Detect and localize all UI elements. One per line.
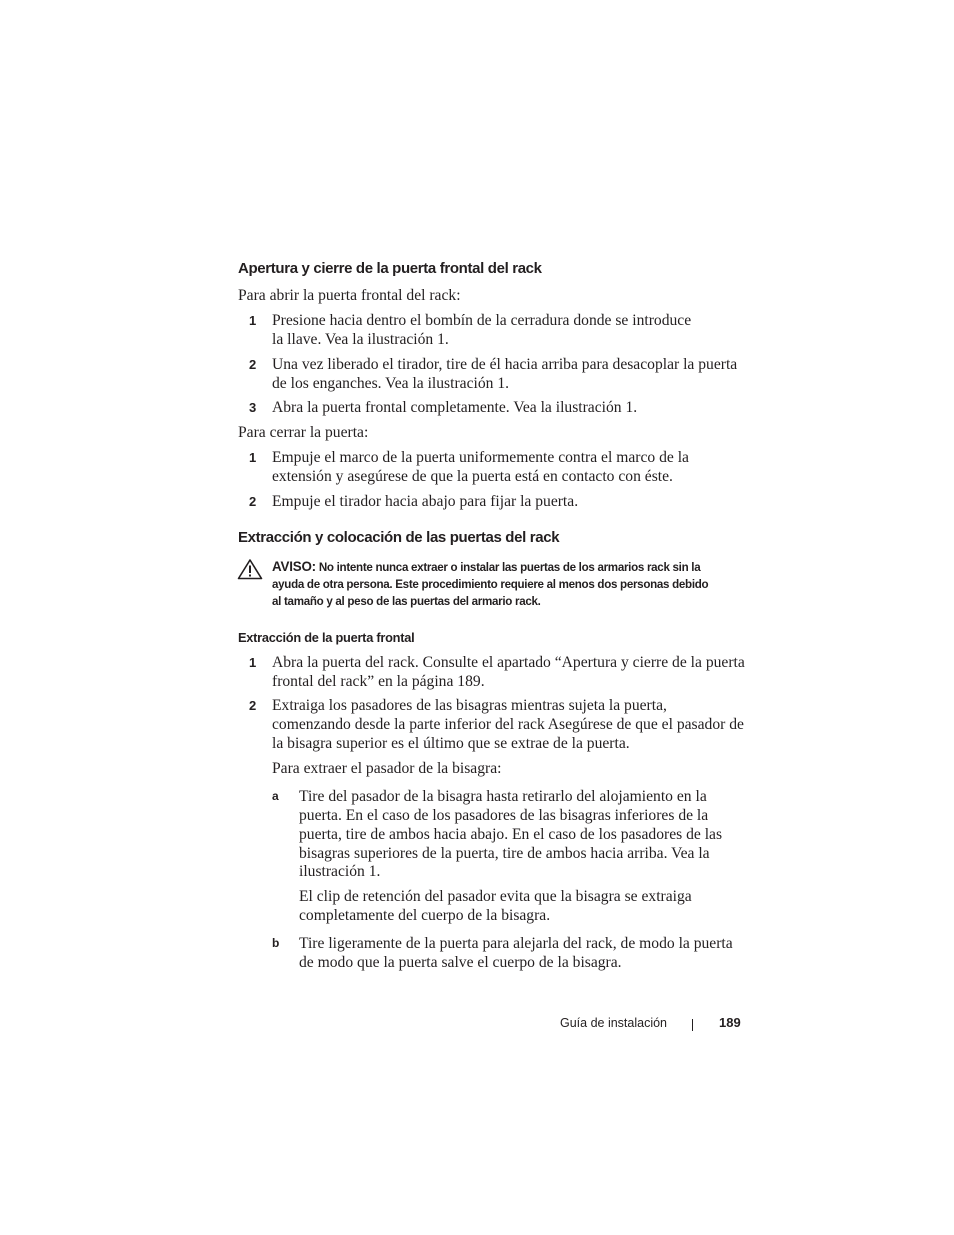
hinge-intro: Para extraer el pasador de la bisagra: bbox=[272, 760, 502, 777]
step-text-line: Abra la puerta frontal completamente. Vea la ilustración 1. bbox=[272, 399, 638, 416]
warning-icon bbox=[237, 558, 263, 580]
substep-note-line: El clip de retención del pasador evita que la bisagra se extraiga bbox=[299, 888, 692, 905]
step-number: 2 bbox=[249, 357, 257, 372]
substep-letter: a bbox=[272, 789, 279, 803]
substep-text-line: puerta. En el caso de los pasadores de las bisagras inferiores de la bbox=[299, 807, 709, 824]
notice-text: No intente nunca extraer o instalar las puertas de los armarios rack sin la bbox=[318, 561, 701, 574]
substep-text-line: de modo que la puerta salve el cuerpo de la bisagra. bbox=[299, 954, 622, 971]
step-text-line: Empuje el tirador hacia abajo para fijar la puerta. bbox=[272, 493, 579, 510]
substep-text-line: ilustración 1. bbox=[299, 863, 381, 880]
substep-letter: b bbox=[272, 936, 280, 950]
step-text-line: Presione hacia dentro el bombín de la cerradura donde se introduce bbox=[272, 312, 692, 329]
page-number: 189 bbox=[719, 1015, 741, 1030]
step-text-line: la bisagra superior es el último que se extrae de la puerta. bbox=[272, 735, 630, 752]
step-text-line: de los enganches. Vea la ilustración 1. bbox=[272, 375, 510, 392]
substep-note-line: completamente del cuerpo de la bisagra. bbox=[299, 907, 551, 924]
step-number: 2 bbox=[249, 494, 257, 509]
substep-text-line: Tire del pasador de la bisagra hasta retirarlo del alojamiento en la bbox=[299, 788, 707, 805]
step-text-line: la llave. Vea la ilustración 1. bbox=[272, 331, 449, 348]
substep-text-line: bisagras superiores de la puerta, tire de ambos hacia arriba. Vea la bbox=[299, 845, 710, 862]
step-text-line: Extraiga los pasadores de las bisagras mientras sujeta la puerta, bbox=[272, 697, 667, 714]
subheading-front-door-removal: Extracción de la puerta frontal bbox=[238, 630, 415, 645]
notice-line: al tamaño y al peso de las puertas del armario rack. bbox=[272, 595, 541, 608]
step-text-line: frontal del rack” en la página 189. bbox=[272, 673, 485, 690]
step-number: 1 bbox=[249, 313, 257, 328]
step-text-line: Una vez liberado el tirador, tire de él hacia arriba para desacoplar la puerta bbox=[272, 356, 738, 373]
substep-text-line: Tire ligeramente de la puerta para alejarla del rack, de modo la puerta bbox=[299, 935, 733, 952]
step-number: 1 bbox=[249, 655, 257, 670]
notice-label: AVISO: bbox=[272, 559, 316, 574]
step-number: 2 bbox=[249, 698, 257, 713]
step-number: 3 bbox=[249, 400, 257, 415]
close-door-intro: Para cerrar la puerta: bbox=[238, 424, 369, 441]
section-heading-rack-doors: Extracción y colocación de las puertas del rack bbox=[238, 529, 560, 546]
step-text-line: comenzando desde la parte inferior del rack Asegúrese de que el pasador de bbox=[272, 716, 744, 733]
notice-line bbox=[272, 558, 700, 576]
substep-text-line: puerta, tire de ambos hacia abajo. En el caso de los pasadores de las bbox=[299, 826, 723, 843]
step-text-line: Abra la puerta del rack. Consulte el apartado “Apertura y cierre de la puerta bbox=[272, 654, 745, 671]
step-text-line: Empuje el marco de la puerta uniformemente contra el marco de la bbox=[272, 449, 689, 466]
step-number: 1 bbox=[249, 450, 257, 465]
footer-guide-title: Guía de instalación bbox=[560, 1016, 668, 1030]
notice-line: ayuda de otra persona. Este procedimiento requiere al menos dos personas debido bbox=[272, 578, 709, 591]
step-text-line: extensión y asegúrese de que la puerta está en contacto con éste. bbox=[272, 468, 673, 485]
open-door-intro: Para abrir la puerta frontal del rack: bbox=[238, 287, 461, 304]
footer-divider bbox=[692, 1019, 693, 1031]
section-heading-rack-front-door: Apertura y cierre de la puerta frontal del rack bbox=[238, 260, 542, 277]
